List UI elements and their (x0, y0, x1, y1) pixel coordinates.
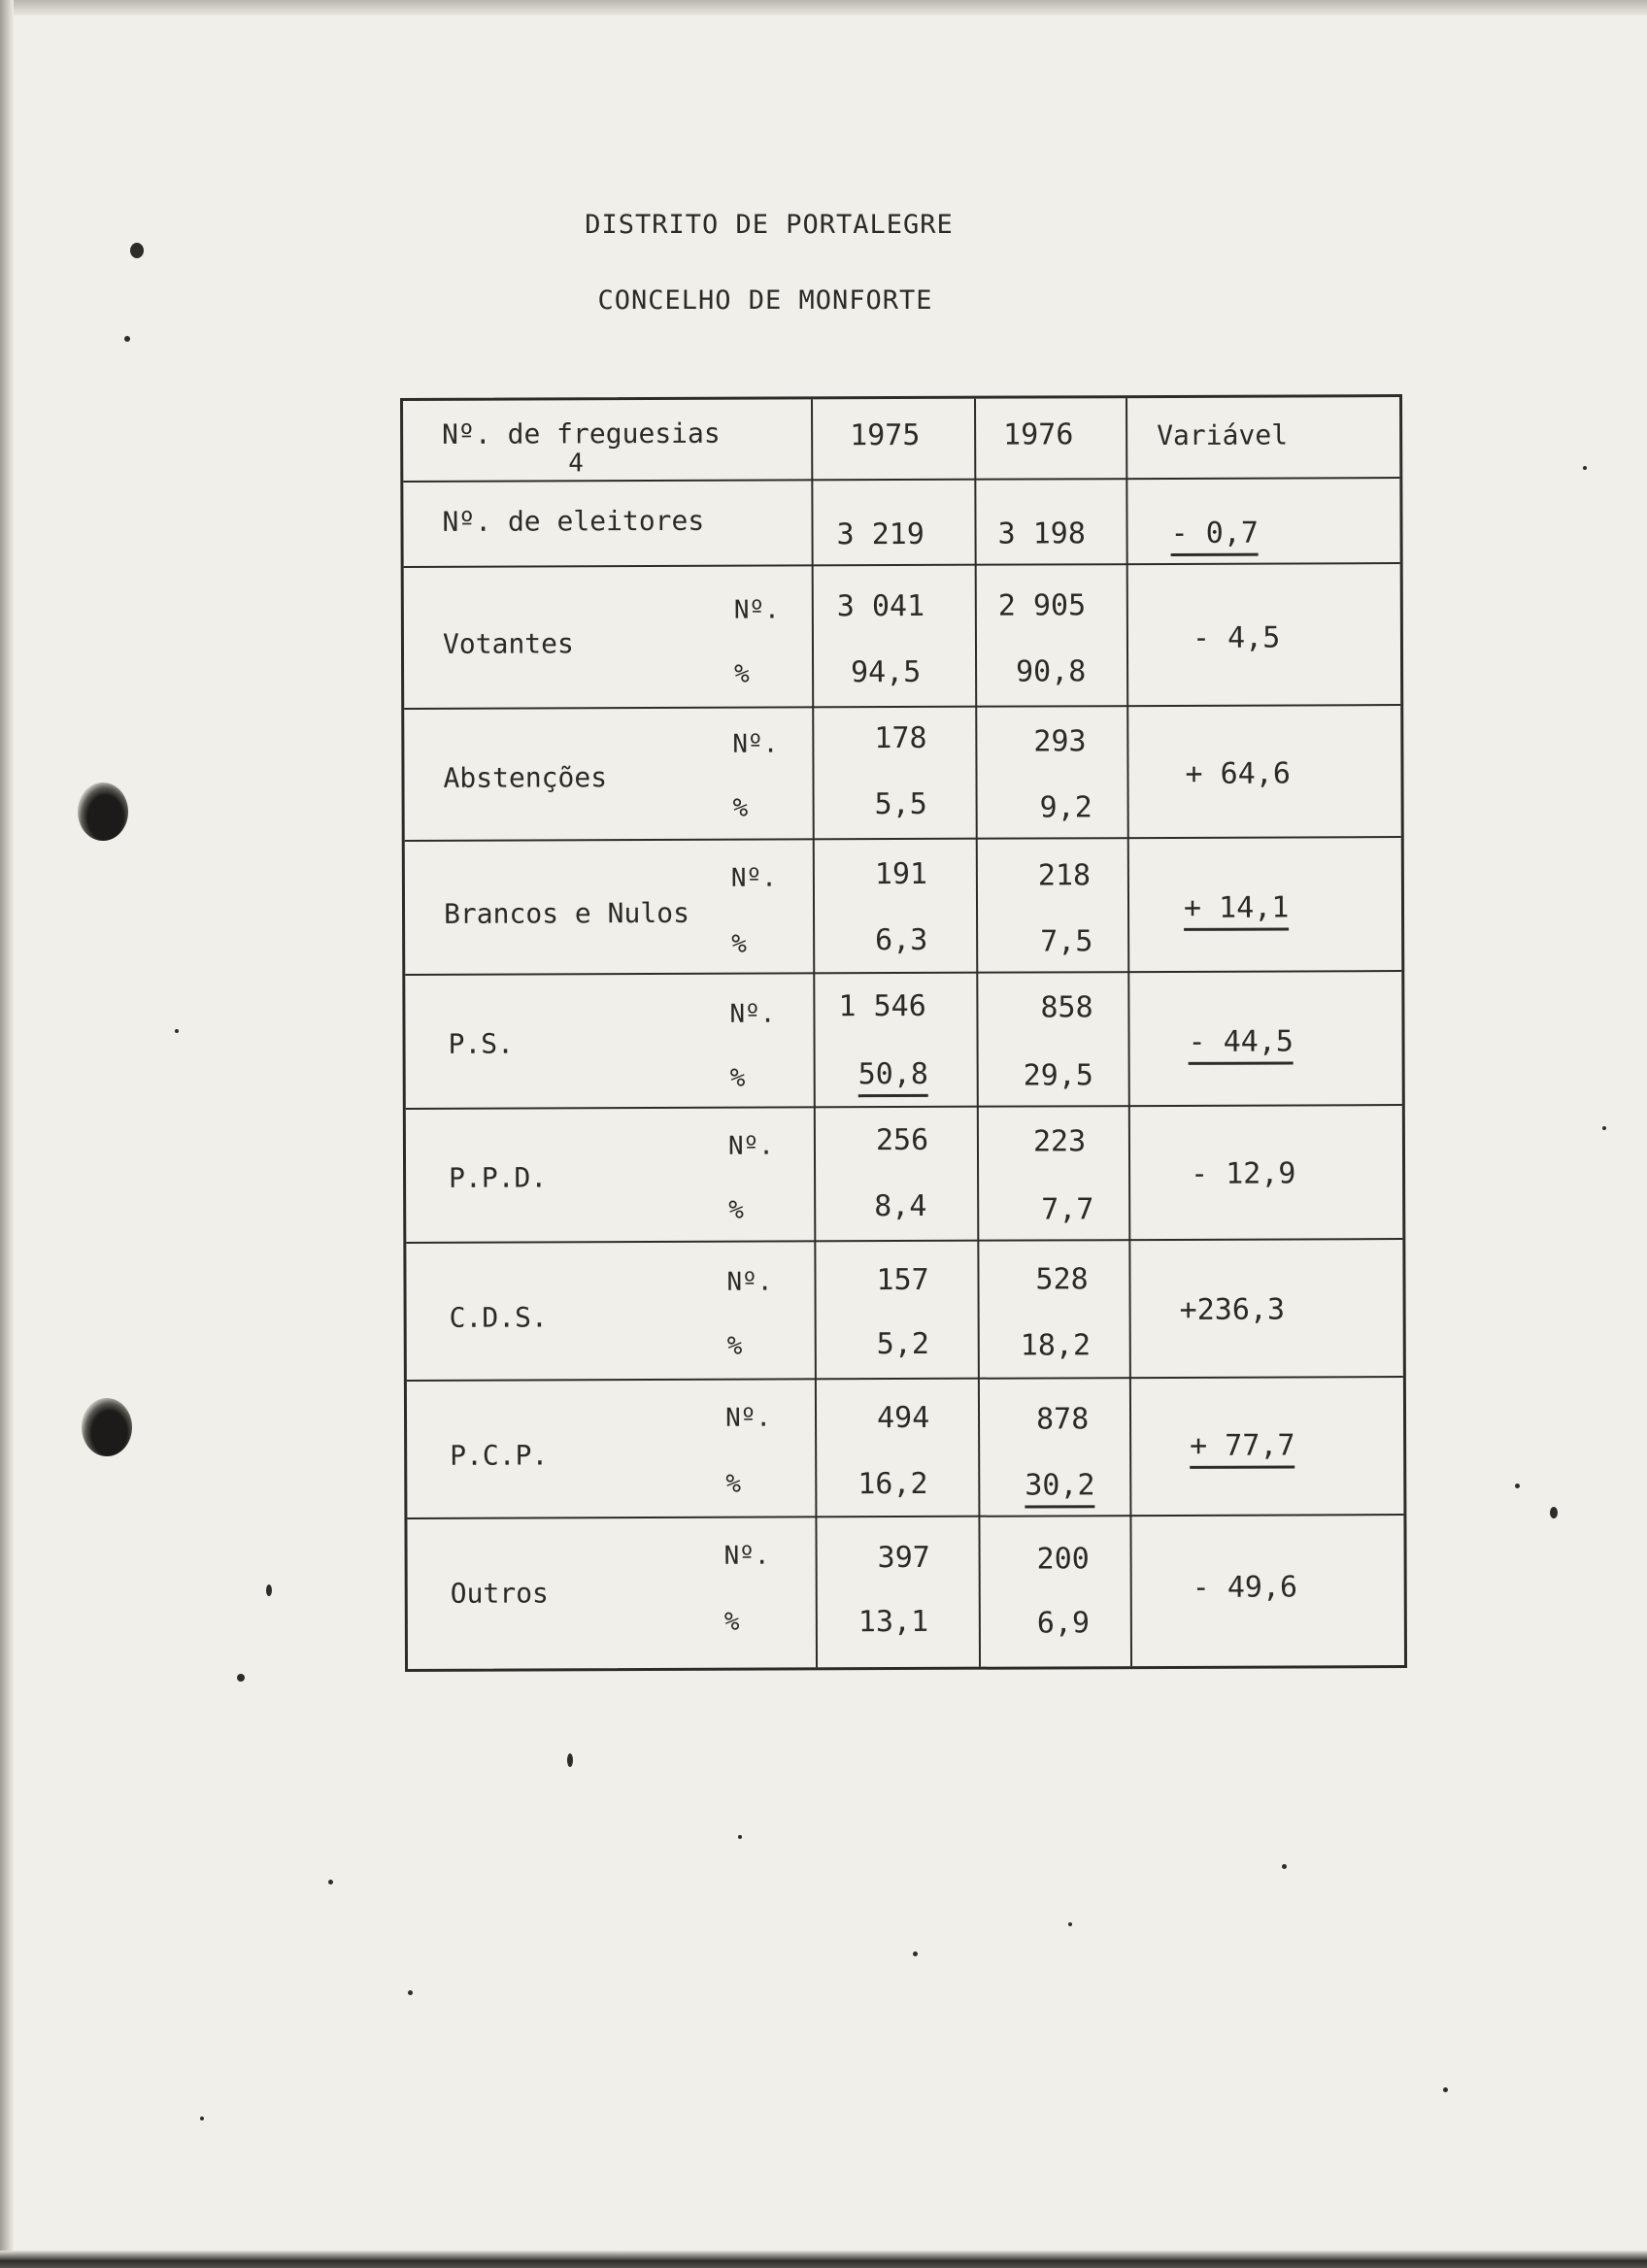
ps-n-1975: 1 546 (838, 988, 926, 1024)
ink-speck (1550, 1507, 1558, 1518)
ink-speck (738, 1835, 742, 1839)
ppd-variation: - 12,9 (1191, 1156, 1296, 1191)
votantes-pct-1975: 94,5 (851, 654, 922, 690)
row-label-cds: C.D.S. (449, 1301, 548, 1334)
row-pct-label: % (725, 1469, 742, 1499)
abstencoes-n-1976: 293 (1033, 724, 1087, 759)
ink-speck (1068, 1922, 1072, 1926)
row-divider (403, 477, 1399, 483)
ink-speck (328, 1880, 333, 1884)
outros-n-1976: 200 (1036, 1542, 1090, 1577)
votantes-n-1976: 2 905 (997, 588, 1087, 623)
electors-variation: - 0,7 (1170, 517, 1258, 556)
row-label-abstencoes: Abstenções (443, 761, 608, 794)
punch-hole-bottom (82, 1398, 132, 1456)
cds-pct-1976: 18,2 (1020, 1328, 1092, 1363)
row-num-label: Nº. (729, 999, 776, 1029)
ink-speck (130, 243, 144, 258)
scan-edge-left (0, 0, 14, 2268)
row-num-label: Nº. (723, 1541, 770, 1571)
ink-speck (237, 1674, 245, 1682)
scan-edge-bottom (0, 2251, 1647, 2268)
ps-pct-1975: 50,8 (858, 1057, 928, 1097)
column-divider (1126, 398, 1132, 1666)
ink-speck (1602, 1126, 1606, 1130)
pcp-pct-1976: 30,2 (1025, 1468, 1094, 1508)
abstencoes-variation: + 64,6 (1185, 756, 1291, 791)
ppd-n-1975: 256 (875, 1122, 929, 1158)
cds-n-1976: 528 (1035, 1262, 1089, 1297)
row-divider (407, 1376, 1403, 1382)
cds-variation: +236,3 (1179, 1292, 1286, 1327)
brancos-nulos-pct-1976: 7,5 (1040, 924, 1093, 959)
outros-variation: - 49,6 (1192, 1570, 1298, 1605)
ink-speck (913, 1951, 918, 1956)
row-pct-label: % (734, 659, 750, 689)
ps-variation: - 44,5 (1188, 1024, 1294, 1064)
row-pct-label: % (732, 793, 749, 823)
column-divider (811, 399, 818, 1667)
cds-n-1975: 157 (876, 1262, 929, 1298)
column-header-1975: 1975 (850, 417, 921, 453)
pcp-n-1975: 494 (876, 1400, 930, 1436)
row-divider (404, 704, 1400, 710)
ink-speck (1515, 1484, 1520, 1488)
scan-edge-top (0, 0, 1647, 16)
outros-pct-1975: 13,1 (857, 1604, 929, 1640)
parishes-count: 4 (568, 449, 584, 479)
row-pct-label: % (729, 1063, 746, 1093)
outros-n-1975: 397 (877, 1540, 930, 1576)
column-header-variation: Variável (1157, 418, 1289, 452)
row-divider (407, 1514, 1403, 1519)
votantes-n-1975: 3 041 (836, 588, 925, 624)
electors-label: Nº. de eleitores (442, 504, 705, 538)
ppd-pct-1976: 7,7 (1041, 1192, 1094, 1227)
row-divider (406, 1104, 1402, 1110)
election-results-table (400, 394, 1407, 1672)
ink-speck (1583, 466, 1587, 470)
row-divider (406, 1238, 1402, 1244)
column-divider (974, 399, 981, 1667)
electors-1975: 3 219 (836, 517, 924, 552)
ink-speck (1443, 2087, 1448, 2092)
row-num-label: Nº. (726, 1267, 773, 1297)
row-num-label: Nº. (732, 729, 779, 759)
votantes-variation: - 4,5 (1192, 620, 1281, 655)
ppd-n-1976: 223 (1032, 1124, 1087, 1159)
ink-speck (408, 1990, 413, 1995)
abstencoes-pct-1976: 9,2 (1039, 790, 1092, 825)
ink-speck (175, 1029, 179, 1033)
electors-1976: 3 198 (997, 517, 1086, 551)
ink-speck (567, 1753, 573, 1767)
ink-speck (266, 1584, 272, 1596)
brancos-nulos-pct-1975: 6,3 (875, 922, 928, 958)
district-title: DISTRITO DE PORTALEGRE (585, 210, 954, 240)
row-label-ps: P.S. (448, 1027, 515, 1060)
ps-pct-1976: 29,5 (1023, 1058, 1094, 1093)
ink-speck (124, 336, 130, 342)
votantes-pct-1976: 90,8 (1016, 654, 1087, 689)
row-label-pcp: P.C.P. (450, 1439, 549, 1472)
ps-n-1976: 858 (1040, 990, 1093, 1025)
cds-pct-1975: 5,2 (876, 1326, 930, 1362)
row-pct-label: % (731, 929, 747, 959)
parishes-label: Nº. de freguesias (442, 417, 721, 450)
row-num-label: Nº. (724, 1403, 772, 1433)
row-label-votantes: Votantes (442, 627, 574, 660)
municipality-title: CONCELHO DE MONFORTE (597, 285, 933, 316)
brancos-nulos-n-1976: 218 (1037, 858, 1092, 893)
abstencoes-n-1975: 178 (874, 720, 927, 756)
punch-hole-top (78, 783, 128, 841)
row-divider (405, 836, 1401, 842)
row-pct-label: % (726, 1331, 743, 1361)
row-divider (404, 562, 1400, 568)
ink-speck (200, 2117, 204, 2120)
abstencoes-pct-1975: 5,5 (874, 786, 927, 822)
brancos-nulos-n-1975: 191 (874, 856, 928, 892)
ink-speck (1282, 1864, 1287, 1869)
row-pct-label: % (723, 1607, 740, 1637)
row-num-label: Nº. (727, 1131, 774, 1161)
row-label-outros: Outros (450, 1577, 549, 1610)
ppd-pct-1975: 8,4 (874, 1188, 927, 1224)
pcp-variation: + 77,7 (1190, 1428, 1295, 1468)
brancos-nulos-variation: + 14,1 (1184, 890, 1290, 930)
row-label-ppd: P.P.D. (449, 1161, 548, 1194)
pcp-pct-1975: 16,2 (857, 1466, 928, 1502)
row-label-brancos-nulos: Brancos e Nulos (443, 896, 689, 930)
row-num-label: Nº. (733, 595, 780, 625)
pcp-n-1976: 878 (1035, 1402, 1090, 1437)
column-header-1976: 1976 (1003, 417, 1074, 452)
row-num-label: Nº. (730, 863, 777, 893)
row-pct-label: % (728, 1195, 744, 1225)
outros-pct-1976: 6,9 (1036, 1606, 1091, 1641)
row-divider (405, 970, 1401, 976)
